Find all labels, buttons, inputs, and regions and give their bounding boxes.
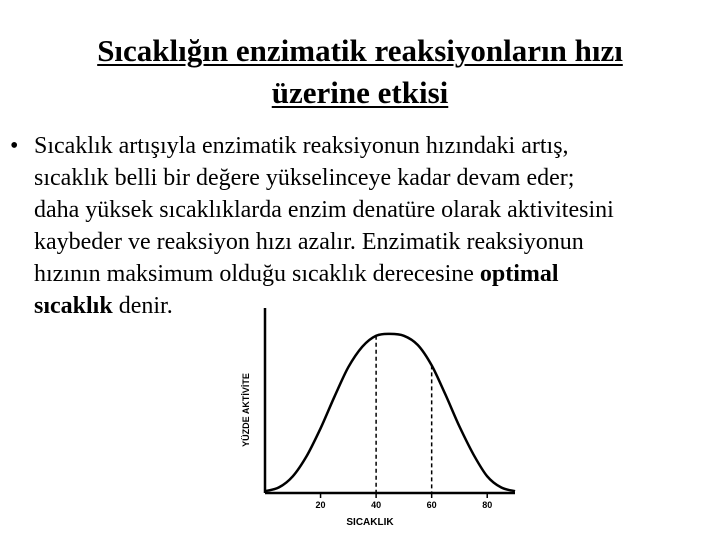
bullet-line-5 (34, 258, 720, 290)
emphasis-optimal: optimal (479, 261, 559, 287)
x-axis-label: SICAKLIK (346, 517, 394, 528)
bullet-line-1: Sıcaklık artışıyla enzimatik reaksiyonun hızındaki artış, (34, 133, 569, 159)
bullet-line-3: daha yüksek sıcaklıklarda enzim denatüre olarak aktivitesini (34, 197, 614, 223)
activity-curve (265, 334, 515, 491)
emphasis-sicaklik: sıcaklık (34, 293, 113, 319)
temperature-activity-chart (225, 298, 525, 538)
bullet-line-5-text: hızının maksimum olduğu sıcaklık derecesine (34, 261, 480, 287)
x-tick-label-80: 80 (482, 500, 493, 510)
slide-title-line-1: Sıcaklığın enzimatik reaksiyonların hızı (97, 33, 623, 68)
bullet-line-2: sıcaklık belli bir değere yükselinceye kadar devam eder; (34, 165, 575, 191)
bullet-text (34, 130, 720, 322)
x-tick-label-40: 40 (371, 500, 382, 510)
reference-lines (376, 336, 432, 493)
slide-title (0, 30, 720, 114)
slide-title-line-2: üzerine etkisi (271, 75, 449, 110)
x-tick-label-20: 20 (315, 500, 326, 510)
bullet-point-icon: • (10, 133, 19, 159)
x-tick-label-60: 60 (426, 500, 437, 510)
x-tick-labels (316, 500, 493, 510)
bullet-line-6-text: denir. (112, 293, 173, 319)
y-axis-label: YÜZDE AKTİVİTE (241, 373, 251, 447)
bullet-line-4: kaybeder ve reaksiyon hızı azalır. Enzimatik reaksiyonun (34, 229, 584, 255)
